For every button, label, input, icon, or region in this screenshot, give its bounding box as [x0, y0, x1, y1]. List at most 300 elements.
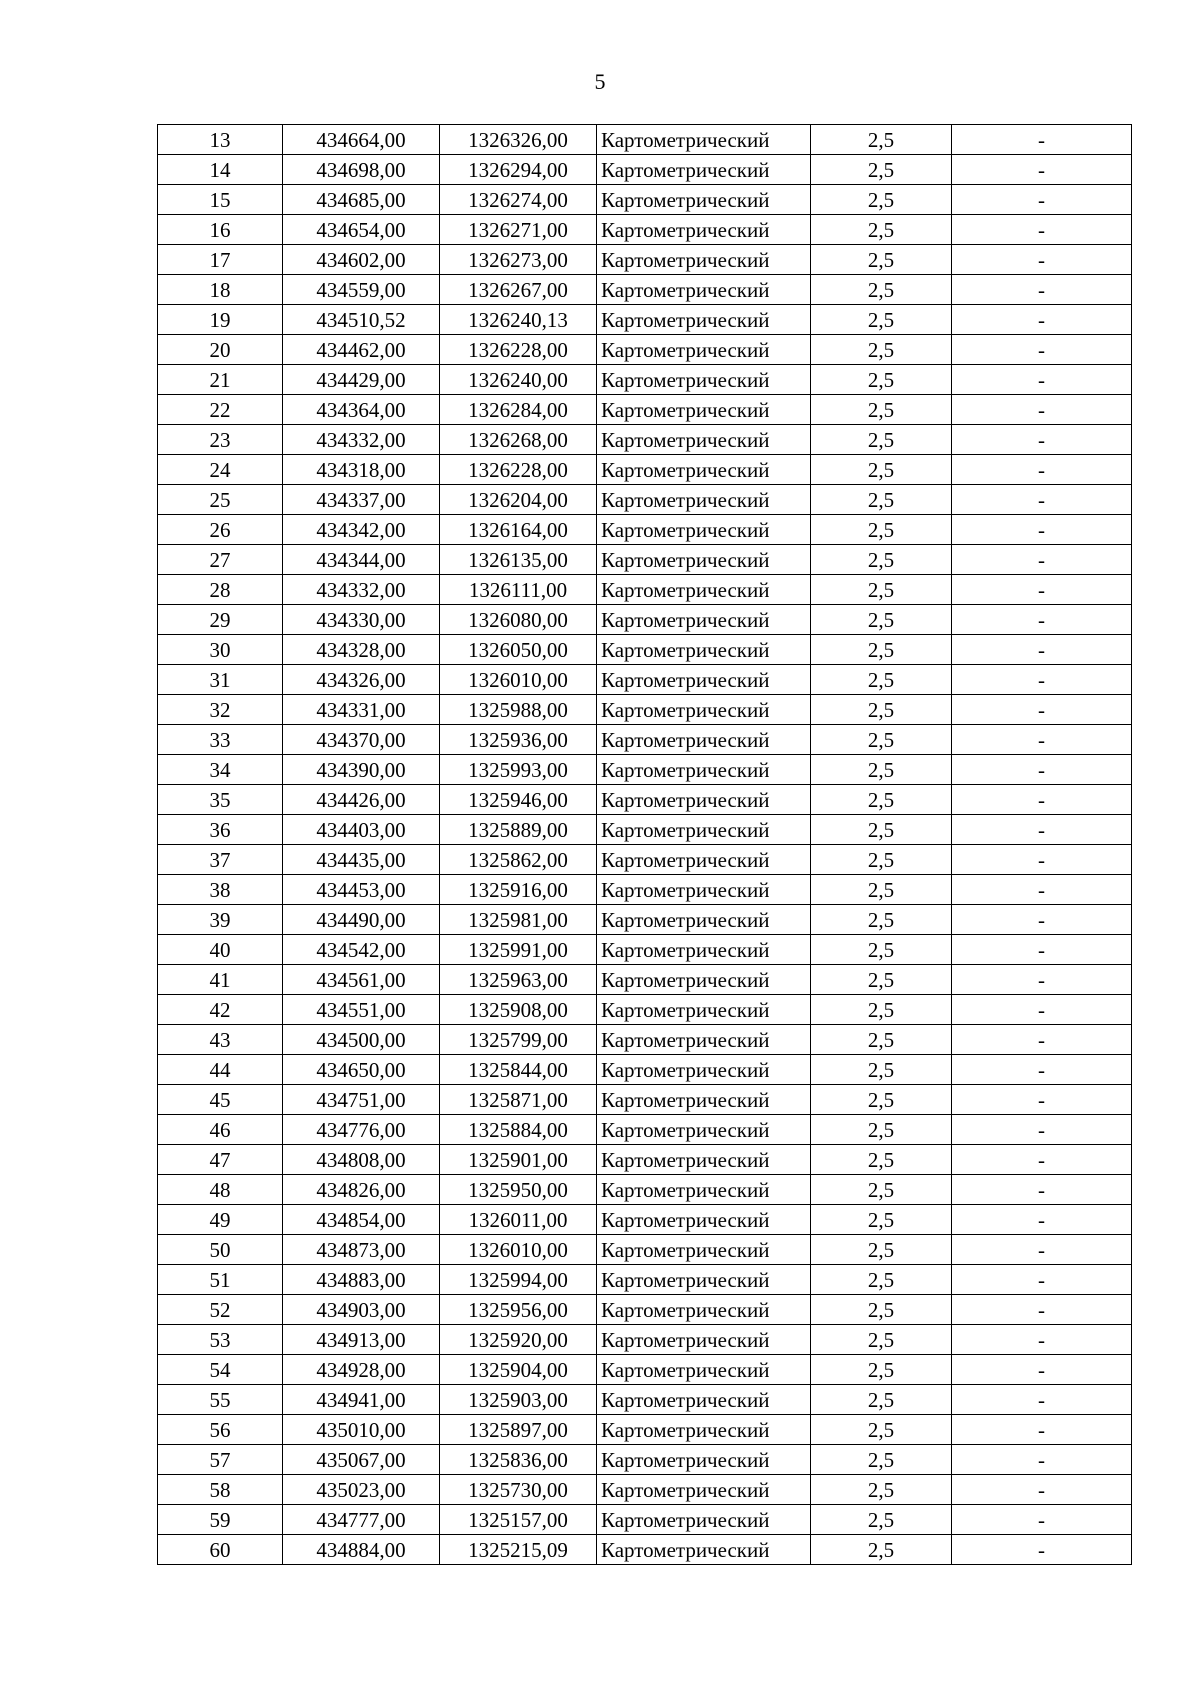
description-cell: -	[952, 1085, 1132, 1115]
point-number-cell: 14	[158, 155, 283, 185]
y-coordinate-cell: 1325988,00	[440, 695, 597, 725]
point-number-cell: 17	[158, 245, 283, 275]
y-coordinate-cell: 1326271,00	[440, 215, 597, 245]
y-coordinate-cell: 1325903,00	[440, 1385, 597, 1415]
point-number-cell: 44	[158, 1055, 283, 1085]
point-number-cell: 20	[158, 335, 283, 365]
accuracy-cell: 2,5	[811, 635, 952, 665]
accuracy-cell: 2,5	[811, 425, 952, 455]
point-number-cell: 13	[158, 125, 283, 155]
point-number-cell: 28	[158, 575, 283, 605]
accuracy-cell: 2,5	[811, 515, 952, 545]
y-coordinate-cell: 1326135,00	[440, 545, 597, 575]
y-coordinate-cell: 1326050,00	[440, 635, 597, 665]
description-cell: -	[952, 1325, 1132, 1355]
method-cell: Картометрический	[597, 515, 811, 545]
accuracy-cell: 2,5	[811, 665, 952, 695]
point-number-cell: 54	[158, 1355, 283, 1385]
table-row	[158, 545, 1132, 575]
point-number-cell: 27	[158, 545, 283, 575]
y-coordinate-cell: 1325991,00	[440, 935, 597, 965]
description-cell: -	[952, 185, 1132, 215]
x-coordinate-cell: 434403,00	[283, 815, 440, 845]
x-coordinate-cell: 434650,00	[283, 1055, 440, 1085]
x-coordinate-cell: 434654,00	[283, 215, 440, 245]
table-row	[158, 935, 1132, 965]
description-cell: -	[952, 695, 1132, 725]
description-cell: -	[952, 365, 1132, 395]
accuracy-cell: 2,5	[811, 455, 952, 485]
description-cell: -	[952, 1445, 1132, 1475]
x-coordinate-cell: 434698,00	[283, 155, 440, 185]
point-number-cell: 53	[158, 1325, 283, 1355]
point-number-cell: 22	[158, 395, 283, 425]
description-cell: -	[952, 1145, 1132, 1175]
point-number-cell: 26	[158, 515, 283, 545]
description-cell: -	[952, 905, 1132, 935]
method-cell: Картометрический	[597, 395, 811, 425]
table-row	[158, 755, 1132, 785]
point-number-cell: 18	[158, 275, 283, 305]
y-coordinate-cell: 1325897,00	[440, 1415, 597, 1445]
y-coordinate-cell: 1325963,00	[440, 965, 597, 995]
description-cell: -	[952, 1235, 1132, 1265]
y-coordinate-cell: 1325908,00	[440, 995, 597, 1025]
point-number-cell: 43	[158, 1025, 283, 1055]
table-row	[158, 725, 1132, 755]
table-row	[158, 275, 1132, 305]
method-cell: Картометрический	[597, 545, 811, 575]
table-row	[158, 965, 1132, 995]
point-number-cell: 36	[158, 815, 283, 845]
accuracy-cell: 2,5	[811, 1355, 952, 1385]
point-number-cell: 38	[158, 875, 283, 905]
table-row	[158, 1145, 1132, 1175]
method-cell: Картометрический	[597, 635, 811, 665]
accuracy-cell: 2,5	[811, 365, 952, 395]
method-cell: Картометрический	[597, 275, 811, 305]
x-coordinate-cell: 434390,00	[283, 755, 440, 785]
method-cell: Картометрический	[597, 965, 811, 995]
table-row	[158, 875, 1132, 905]
y-coordinate-cell: 1325916,00	[440, 875, 597, 905]
y-coordinate-cell: 1326326,00	[440, 125, 597, 155]
table-row	[158, 1055, 1132, 1085]
x-coordinate-cell: 434884,00	[283, 1535, 440, 1565]
method-cell: Картометрический	[597, 1535, 811, 1565]
x-coordinate-cell: 434326,00	[283, 665, 440, 695]
x-coordinate-cell: 434551,00	[283, 995, 440, 1025]
table-row	[158, 125, 1132, 155]
table-row	[158, 395, 1132, 425]
x-coordinate-cell: 434490,00	[283, 905, 440, 935]
accuracy-cell: 2,5	[811, 995, 952, 1025]
method-cell: Картометрический	[597, 1385, 811, 1415]
table-row	[158, 665, 1132, 695]
table-row	[158, 1085, 1132, 1115]
table-row	[158, 785, 1132, 815]
accuracy-cell: 2,5	[811, 785, 952, 815]
point-number-cell: 41	[158, 965, 283, 995]
description-cell: -	[952, 485, 1132, 515]
x-coordinate-cell: 435010,00	[283, 1415, 440, 1445]
method-cell: Картометрический	[597, 425, 811, 455]
table-row	[158, 1505, 1132, 1535]
point-number-cell: 60	[158, 1535, 283, 1565]
accuracy-cell: 2,5	[811, 1535, 952, 1565]
table-row	[158, 605, 1132, 635]
point-number-cell: 52	[158, 1295, 283, 1325]
y-coordinate-cell: 1325904,00	[440, 1355, 597, 1385]
method-cell: Картометрический	[597, 1355, 811, 1385]
point-number-cell: 15	[158, 185, 283, 215]
accuracy-cell: 2,5	[811, 395, 952, 425]
accuracy-cell: 2,5	[811, 905, 952, 935]
method-cell: Картометрический	[597, 1055, 811, 1085]
point-number-cell: 57	[158, 1445, 283, 1475]
description-cell: -	[952, 665, 1132, 695]
point-number-cell: 33	[158, 725, 283, 755]
accuracy-cell: 2,5	[811, 305, 952, 335]
table-row	[158, 905, 1132, 935]
description-cell: -	[952, 1175, 1132, 1205]
table-row	[158, 635, 1132, 665]
x-coordinate-cell: 434826,00	[283, 1175, 440, 1205]
x-coordinate-cell: 434928,00	[283, 1355, 440, 1385]
description-cell: -	[952, 1385, 1132, 1415]
description-cell: -	[952, 845, 1132, 875]
table-row	[158, 695, 1132, 725]
table-row	[158, 1355, 1132, 1385]
method-cell: Картометрический	[597, 305, 811, 335]
table-row	[158, 155, 1132, 185]
description-cell: -	[952, 1505, 1132, 1535]
description-cell: -	[952, 545, 1132, 575]
method-cell: Картометрический	[597, 155, 811, 185]
x-coordinate-cell: 434559,00	[283, 275, 440, 305]
accuracy-cell: 2,5	[811, 1085, 952, 1115]
description-cell: -	[952, 305, 1132, 335]
method-cell: Картометрический	[597, 785, 811, 815]
x-coordinate-cell: 434426,00	[283, 785, 440, 815]
method-cell: Картометрический	[597, 665, 811, 695]
description-cell: -	[952, 1355, 1132, 1385]
accuracy-cell: 2,5	[811, 1115, 952, 1145]
method-cell: Картометрический	[597, 365, 811, 395]
y-coordinate-cell: 1326080,00	[440, 605, 597, 635]
accuracy-cell: 2,5	[811, 545, 952, 575]
x-coordinate-cell: 434510,52	[283, 305, 440, 335]
y-coordinate-cell: 1326294,00	[440, 155, 597, 185]
method-cell: Картометрический	[597, 815, 811, 845]
table-row	[158, 425, 1132, 455]
x-coordinate-cell: 434318,00	[283, 455, 440, 485]
table-row	[158, 245, 1132, 275]
y-coordinate-cell: 1326164,00	[440, 515, 597, 545]
y-coordinate-cell: 1325946,00	[440, 785, 597, 815]
x-coordinate-cell: 434500,00	[283, 1025, 440, 1055]
description-cell: -	[952, 425, 1132, 455]
table-row	[158, 365, 1132, 395]
table-row	[158, 305, 1132, 335]
accuracy-cell: 2,5	[811, 965, 952, 995]
accuracy-cell: 2,5	[811, 125, 952, 155]
table-row	[158, 515, 1132, 545]
table-row	[158, 1265, 1132, 1295]
method-cell: Картометрический	[597, 1445, 811, 1475]
x-coordinate-cell: 434808,00	[283, 1145, 440, 1175]
accuracy-cell: 2,5	[811, 485, 952, 515]
y-coordinate-cell: 1325993,00	[440, 755, 597, 785]
y-coordinate-cell: 1326010,00	[440, 665, 597, 695]
table-row	[158, 1325, 1132, 1355]
x-coordinate-cell: 434776,00	[283, 1115, 440, 1145]
method-cell: Картометрический	[597, 245, 811, 275]
point-number-cell: 56	[158, 1415, 283, 1445]
x-coordinate-cell: 434330,00	[283, 605, 440, 635]
table-row	[158, 1475, 1132, 1505]
y-coordinate-cell: 1325836,00	[440, 1445, 597, 1475]
x-coordinate-cell: 434344,00	[283, 545, 440, 575]
y-coordinate-cell: 1325920,00	[440, 1325, 597, 1355]
method-cell: Картометрический	[597, 1085, 811, 1115]
y-coordinate-cell: 1325157,00	[440, 1505, 597, 1535]
accuracy-cell: 2,5	[811, 1445, 952, 1475]
x-coordinate-cell: 434370,00	[283, 725, 440, 755]
accuracy-cell: 2,5	[811, 215, 952, 245]
table-row	[158, 1235, 1132, 1265]
x-coordinate-cell: 434331,00	[283, 695, 440, 725]
accuracy-cell: 2,5	[811, 1235, 952, 1265]
point-number-cell: 39	[158, 905, 283, 935]
method-cell: Картометрический	[597, 605, 811, 635]
accuracy-cell: 2,5	[811, 575, 952, 605]
table-row	[158, 215, 1132, 245]
x-coordinate-cell: 435023,00	[283, 1475, 440, 1505]
y-coordinate-cell: 1326267,00	[440, 275, 597, 305]
point-number-cell: 19	[158, 305, 283, 335]
accuracy-cell: 2,5	[811, 725, 952, 755]
coordinates-table	[157, 124, 1132, 1565]
method-cell: Картометрический	[597, 1145, 811, 1175]
y-coordinate-cell: 1325981,00	[440, 905, 597, 935]
x-coordinate-cell: 434561,00	[283, 965, 440, 995]
description-cell: -	[952, 1535, 1132, 1565]
accuracy-cell: 2,5	[811, 1475, 952, 1505]
y-coordinate-cell: 1326240,00	[440, 365, 597, 395]
method-cell: Картометрический	[597, 845, 811, 875]
point-number-cell: 30	[158, 635, 283, 665]
x-coordinate-cell: 434751,00	[283, 1085, 440, 1115]
y-coordinate-cell: 1325994,00	[440, 1265, 597, 1295]
x-coordinate-cell: 434328,00	[283, 635, 440, 665]
point-number-cell: 21	[158, 365, 283, 395]
description-cell: -	[952, 1025, 1132, 1055]
table-row	[158, 1175, 1132, 1205]
accuracy-cell: 2,5	[811, 1265, 952, 1295]
x-coordinate-cell: 434602,00	[283, 245, 440, 275]
method-cell: Картометрический	[597, 125, 811, 155]
table-row	[158, 815, 1132, 845]
method-cell: Картометрический	[597, 995, 811, 1025]
point-number-cell: 47	[158, 1145, 283, 1175]
description-cell: -	[952, 815, 1132, 845]
method-cell: Картометрический	[597, 695, 811, 725]
x-coordinate-cell: 434429,00	[283, 365, 440, 395]
x-coordinate-cell: 434462,00	[283, 335, 440, 365]
description-cell: -	[952, 995, 1132, 1025]
table-row	[158, 1025, 1132, 1055]
description-cell: -	[952, 1415, 1132, 1445]
x-coordinate-cell: 434873,00	[283, 1235, 440, 1265]
y-coordinate-cell: 1326268,00	[440, 425, 597, 455]
point-number-cell: 45	[158, 1085, 283, 1115]
y-coordinate-cell: 1326204,00	[440, 485, 597, 515]
description-cell: -	[952, 395, 1132, 425]
description-cell: -	[952, 1205, 1132, 1235]
page-number: 5	[594, 69, 606, 94]
method-cell: Картометрический	[597, 215, 811, 245]
table-row	[158, 995, 1132, 1025]
description-cell: -	[952, 935, 1132, 965]
y-coordinate-cell: 1326111,00	[440, 575, 597, 605]
y-coordinate-cell: 1325862,00	[440, 845, 597, 875]
x-coordinate-cell: 434685,00	[283, 185, 440, 215]
x-coordinate-cell: 434453,00	[283, 875, 440, 905]
description-cell: -	[952, 455, 1132, 485]
accuracy-cell: 2,5	[811, 155, 952, 185]
accuracy-cell: 2,5	[811, 1205, 952, 1235]
x-coordinate-cell: 434941,00	[283, 1385, 440, 1415]
method-cell: Картометрический	[597, 1115, 811, 1145]
description-cell: -	[952, 1265, 1132, 1295]
y-coordinate-cell: 1325871,00	[440, 1085, 597, 1115]
point-number-cell: 48	[158, 1175, 283, 1205]
description-cell: -	[952, 1475, 1132, 1505]
y-coordinate-cell: 1326284,00	[440, 395, 597, 425]
point-number-cell: 58	[158, 1475, 283, 1505]
y-coordinate-cell: 1325884,00	[440, 1115, 597, 1145]
point-number-cell: 32	[158, 695, 283, 725]
method-cell: Картометрический	[597, 185, 811, 215]
y-coordinate-cell: 1326010,00	[440, 1235, 597, 1265]
y-coordinate-cell: 1326228,00	[440, 335, 597, 365]
x-coordinate-cell: 434883,00	[283, 1265, 440, 1295]
description-cell: -	[952, 275, 1132, 305]
method-cell: Картометрический	[597, 575, 811, 605]
y-coordinate-cell: 1325936,00	[440, 725, 597, 755]
y-coordinate-cell: 1325799,00	[440, 1025, 597, 1055]
description-cell: -	[952, 1055, 1132, 1085]
table-row	[158, 1535, 1132, 1565]
x-coordinate-cell: 434332,00	[283, 425, 440, 455]
x-coordinate-cell: 434854,00	[283, 1205, 440, 1235]
table-row	[158, 485, 1132, 515]
accuracy-cell: 2,5	[811, 1505, 952, 1535]
table-row	[158, 185, 1132, 215]
point-number-cell: 31	[158, 665, 283, 695]
y-coordinate-cell: 1325215,09	[440, 1535, 597, 1565]
y-coordinate-cell: 1326228,00	[440, 455, 597, 485]
x-coordinate-cell: 434542,00	[283, 935, 440, 965]
table-row	[158, 845, 1132, 875]
accuracy-cell: 2,5	[811, 185, 952, 215]
description-cell: -	[952, 335, 1132, 365]
table-row	[158, 1415, 1132, 1445]
description-cell: -	[952, 155, 1132, 185]
point-number-cell: 55	[158, 1385, 283, 1415]
description-cell: -	[952, 875, 1132, 905]
method-cell: Картометрический	[597, 455, 811, 485]
accuracy-cell: 2,5	[811, 1025, 952, 1055]
point-number-cell: 37	[158, 845, 283, 875]
method-cell: Картометрический	[597, 905, 811, 935]
description-cell: -	[952, 965, 1132, 995]
accuracy-cell: 2,5	[811, 845, 952, 875]
point-number-cell: 46	[158, 1115, 283, 1145]
table-row	[158, 335, 1132, 365]
accuracy-cell: 2,5	[811, 935, 952, 965]
accuracy-cell: 2,5	[811, 1325, 952, 1355]
point-number-cell: 25	[158, 485, 283, 515]
y-coordinate-cell: 1326273,00	[440, 245, 597, 275]
method-cell: Картометрический	[597, 1415, 811, 1445]
description-cell: -	[952, 125, 1132, 155]
x-coordinate-cell: 434364,00	[283, 395, 440, 425]
accuracy-cell: 2,5	[811, 695, 952, 725]
point-number-cell: 16	[158, 215, 283, 245]
accuracy-cell: 2,5	[811, 815, 952, 845]
description-cell: -	[952, 245, 1132, 275]
point-number-cell: 35	[158, 785, 283, 815]
accuracy-cell: 2,5	[811, 875, 952, 905]
description-cell: -	[952, 515, 1132, 545]
description-cell: -	[952, 635, 1132, 665]
y-coordinate-cell: 1326274,00	[440, 185, 597, 215]
method-cell: Картометрический	[597, 1265, 811, 1295]
accuracy-cell: 2,5	[811, 1415, 952, 1445]
y-coordinate-cell: 1325889,00	[440, 815, 597, 845]
description-cell: -	[952, 1115, 1132, 1145]
method-cell: Картометрический	[597, 1025, 811, 1055]
method-cell: Картометрический	[597, 935, 811, 965]
description-cell: -	[952, 755, 1132, 785]
accuracy-cell: 2,5	[811, 755, 952, 785]
method-cell: Картометрический	[597, 1325, 811, 1355]
coordinates-table-body	[158, 125, 1132, 1565]
point-number-cell: 42	[158, 995, 283, 1025]
x-coordinate-cell: 434342,00	[283, 515, 440, 545]
x-coordinate-cell: 434337,00	[283, 485, 440, 515]
table-row	[158, 455, 1132, 485]
accuracy-cell: 2,5	[811, 1295, 952, 1325]
point-number-cell: 29	[158, 605, 283, 635]
method-cell: Картометрический	[597, 1235, 811, 1265]
method-cell: Картометрический	[597, 1175, 811, 1205]
description-cell: -	[952, 605, 1132, 635]
method-cell: Картометрический	[597, 335, 811, 365]
x-coordinate-cell: 434332,00	[283, 575, 440, 605]
accuracy-cell: 2,5	[811, 1385, 952, 1415]
description-cell: -	[952, 215, 1132, 245]
x-coordinate-cell: 434903,00	[283, 1295, 440, 1325]
accuracy-cell: 2,5	[811, 335, 952, 365]
point-number-cell: 49	[158, 1205, 283, 1235]
point-number-cell: 40	[158, 935, 283, 965]
method-cell: Картометрический	[597, 485, 811, 515]
point-number-cell: 50	[158, 1235, 283, 1265]
y-coordinate-cell: 1325730,00	[440, 1475, 597, 1505]
